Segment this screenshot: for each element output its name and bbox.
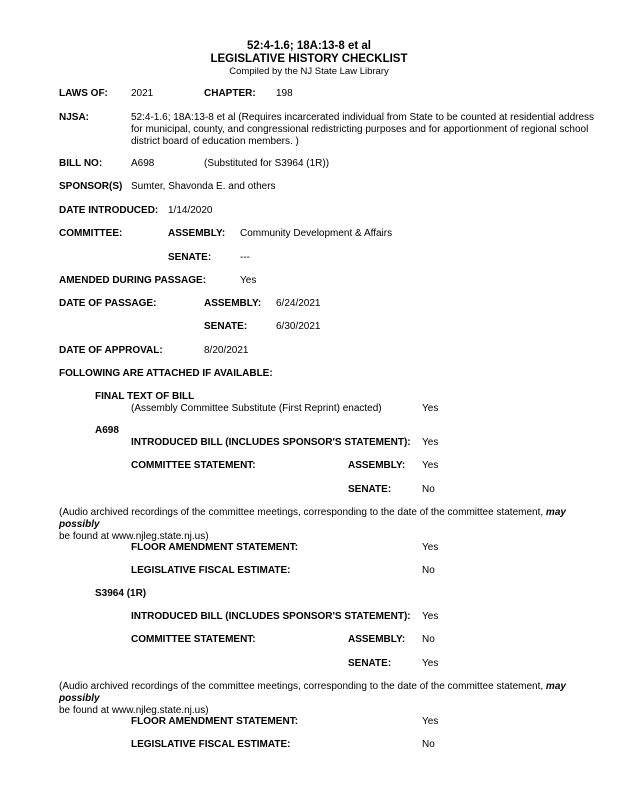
a698-fiscal-value: No [422, 565, 435, 576]
a698-senate-label: SENATE: [348, 484, 392, 495]
bill-substitution-note: (Substituted for S3964 (1R)) [204, 158, 330, 169]
a698-assembly-value: Yes [422, 460, 439, 471]
laws-of-value: 2021 [131, 88, 154, 99]
s3964-fiscal-value: No [422, 739, 435, 750]
passage-assembly-value: 6/24/2021 [276, 298, 321, 309]
document-title: LEGISLATIVE HISTORY CHECKLIST [210, 53, 408, 65]
approval-value: 8/20/2021 [204, 345, 249, 356]
date-introduced-label: DATE INTRODUCED: [59, 205, 159, 216]
citation-title: 52:4-1.6; 18A:13-8 et al [246, 40, 371, 52]
a698-audio-emphasis: may possibly [59, 507, 566, 530]
amended-value: Yes [240, 275, 257, 286]
a698-audio-url-text: be found at www.njleg.state.nj.us) [59, 531, 209, 542]
a698-fiscal-label: LEGISLATIVE FISCAL ESTIMATE: [131, 565, 291, 576]
final-text-value: Yes [422, 403, 439, 414]
s3964-assembly-label: ASSEMBLY: [348, 634, 406, 645]
laws-of-label: LAWS OF: [59, 88, 108, 99]
a698-label: A698 [95, 425, 119, 436]
passage-senate-value: 6/30/2021 [276, 321, 321, 332]
s3964-senate-value: Yes [422, 658, 439, 669]
s3964-fiscal-label: LEGISLATIVE FISCAL ESTIMATE: [131, 739, 291, 750]
s3964-audio-url-text: be found at www.njleg.state.nj.us) [59, 705, 209, 716]
s3964-audio-note [59, 681, 607, 717]
committee-senate-value: --- [240, 252, 250, 263]
compiled-by: Compiled by the NJ State Law Library [229, 66, 389, 77]
s3964-introduced-value: Yes [422, 611, 439, 622]
a698-assembly-label: ASSEMBLY: [348, 460, 406, 471]
s3964-introduced-label: INTRODUCED BILL (INCLUDES SPONSOR'S STATEMENT): [131, 611, 411, 622]
s3964-audio-text: (Audio archived recordings of the committee meetings, corresponding to the date of the committee statement, [59, 681, 544, 692]
sponsors-label: SPONSOR(S) [59, 181, 123, 192]
bill-no-label: BILL NO: [59, 158, 103, 169]
passage-senate-label: SENATE: [204, 321, 248, 332]
s3964-assembly-value: No [422, 634, 435, 645]
committee-assembly-value: Community Development & Affairs [240, 228, 393, 239]
s3964-audio-emphasis: may possibly [59, 681, 566, 704]
attached-heading: FOLLOWING ARE ATTACHED IF AVAILABLE: [59, 368, 273, 379]
final-text-label: FINAL TEXT OF BILL [95, 391, 195, 402]
njsa-value: 52:4-1.6; 18A:13-8 et al (Requires incarcerated individual from State to be counted at residential address for municipal, county, and congressional redistricting purposes and for apportionment of regional school district board of education members. ) [131, 112, 595, 147]
committee-assembly-label: ASSEMBLY: [168, 228, 226, 239]
committee-senate-label: SENATE: [168, 252, 212, 263]
s3964-senate-label: SENATE: [348, 658, 392, 669]
a698-introduced-value: Yes [422, 437, 439, 448]
a698-audio-text: (Audio archived recordings of the committee meetings, corresponding to the date of the committee statement, [59, 507, 544, 518]
s3964-floor-label: FLOOR AMENDMENT STATEMENT: [131, 716, 299, 727]
passage-label: DATE OF PASSAGE: [59, 298, 157, 309]
chapter-label: CHAPTER: [204, 88, 256, 99]
bill-no-value: A698 [131, 158, 155, 169]
approval-label: DATE OF APPROVAL: [59, 345, 163, 356]
a698-senate-value: No [422, 484, 435, 495]
amended-label: AMENDED DURING PASSAGE: [59, 275, 207, 286]
a698-floor-label: FLOOR AMENDMENT STATEMENT: [131, 542, 299, 553]
a698-floor-value: Yes [422, 542, 439, 553]
sponsors-value: Sumter, Shavonda E. and others [131, 181, 276, 192]
chapter-value: 198 [276, 88, 293, 99]
a698-audio-note [59, 507, 607, 543]
s3964-committee-label: COMMITTEE STATEMENT: [131, 634, 256, 645]
a698-introduced-label: INTRODUCED BILL (INCLUDES SPONSOR'S STATEMENT): [131, 437, 411, 448]
s3964-floor-value: Yes [422, 716, 439, 727]
passage-assembly-label: ASSEMBLY: [204, 298, 262, 309]
committee-label: COMMITTEE: [59, 228, 123, 239]
a698-committee-label: COMMITTEE STATEMENT: [131, 460, 256, 471]
final-text-desc: (Assembly Committee Substitute (First Reprint) enacted) [131, 403, 382, 414]
date-introduced-value: 1/14/2020 [168, 205, 213, 216]
s3964-label: S3964 (1R) [95, 588, 147, 599]
njsa-label: NJSA: [59, 112, 90, 123]
